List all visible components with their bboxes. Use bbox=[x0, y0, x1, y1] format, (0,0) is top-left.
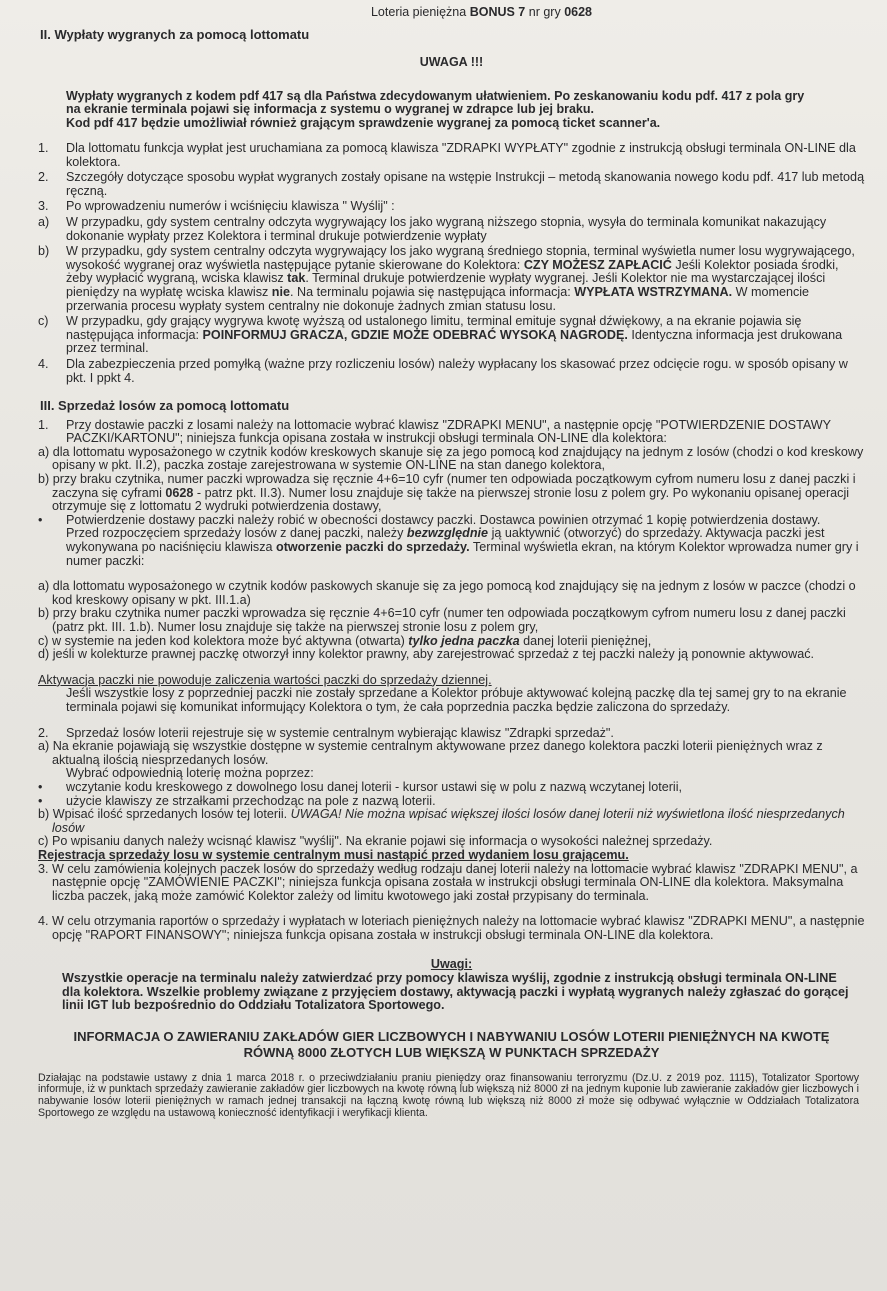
section-3-title: III. Sprzedaż losów za pomocą lottomatu bbox=[40, 398, 290, 414]
sub-item-d2: d) jeśli w kolekturze prawnej paczkę otworzył inny kolektor prawny, aby zarejestrować sprzedaż z tej paczki należy ją ponownie aktywować. bbox=[38, 647, 815, 662]
section-2-title: II. Wypłaty wygranych za pomocą lottomatu bbox=[40, 26, 310, 42]
list-item-3: 3. W celu zamówienia kolejnych paczek losów do sprzedaży według rodzaju danej loterii należy na lottomacie wybrać klawisz "ZDRAPKI MENU", a następnie opcję "ZAMÓWIENIE PACZKI"; niniejsza funkcja opisana została w instrukcji obsługi terminala ON-LINE dla kolektora. Maksymalna liczba paczek, jaką może zamówić Kolektor zależy od limitu kwotowego jaki został przypisany do terminala. bbox=[38, 861, 858, 903]
item-text: Po wprowadzeniu numerów i wciśnięciu klawisza " Wyślij" : bbox=[66, 199, 395, 214]
list-item bbox=[38, 727, 865, 741]
uwagi-title: Uwagi: bbox=[430, 957, 473, 972]
uwaga-line-3: Kod pdf 417 będzie umożliwiał również grającym sprawdzenie wygranej za pomocą ticket scanner'a. bbox=[66, 115, 661, 130]
list-item bbox=[38, 142, 865, 169]
item-text: W przypadku, gdy system centralny odczyta wygrywający los jako wygraną niższego stopnia, wysyła do terminala komunikat nakazujący dokonanie wypłaty przez Kolektora i terminal drukuje potwierdzenie wypłaty bbox=[66, 214, 827, 243]
item-number: 1. bbox=[38, 417, 49, 432]
item-text: W przypadku, gdy grający wygrywa kwotę wyższą od ustalonego limitu, terminal emituje sygnał dźwiękowy, a na ekranie pojawia się następująca informacja: POINFORMUJ GRACZA, GDZIE MOŻE ODEBRAĆ WYSOKĄ NAGRODĘ. Identyczna informacja jest drukowana przez terminal. bbox=[66, 314, 843, 356]
item-number: 3. bbox=[38, 199, 49, 214]
sub-item-b2: b) przy braku czytnika numer paczki wprowadza się ręcznie 4+6=10 cyfr (numer ten odpowiada początkowym cyfrom numeru losu z danej paczki (patrz pkt. III. 1.b). Numer losu znajduje się także na pierwszej stronie losu z polem gry, bbox=[38, 606, 846, 634]
bullet-icon: • bbox=[38, 512, 43, 527]
bullet-icon: • bbox=[38, 779, 43, 794]
sub-item-b bbox=[38, 245, 865, 313]
item-letter: a) bbox=[38, 214, 50, 229]
choose-lottery-text: Wybrać odpowiednią loterię można poprzez: bbox=[66, 766, 314, 781]
item-text: W przypadku, gdy system centralny odczyta wygrywający los jako wygraną średniego stopnia, terminal wyświetla numer losu wygrywającego, wysokość wygranej oraz wyświetla następujące pytanie skierowane do Kolektora: CZY MOŻESZ ZAPŁACIĆ Jeśli Kolektor posiada środki, żeby wypłacić wygraną, wciska klawisz tak. Terminal drukuje potwierdzenie wypłaty wygranej. Jeśli Kolektor nie ma wystarczającej ilości pieniędzy na wypłatę wciska klawisz nie. Na terminalu pojawia się następująca informacja: WYPŁATA WSTRZYMANA. W momencie przerwania procesu wypłaty system centralny nie dokonuje żadnych zmian statusu losu. bbox=[66, 244, 855, 313]
uwaga-title: UWAGA !!! bbox=[419, 55, 484, 70]
sub-item-2b: b) Wpisać ilość sprzedanych losów tej loterii. UWAGA! Nie można wpisać większej ilości losów danej loterii niż wyświetlona ilość niesprzedanych losów bbox=[38, 807, 845, 835]
item-letter: c) bbox=[38, 314, 49, 329]
bullet-icon: • bbox=[38, 793, 43, 808]
bullet-item: • wczytanie kodu kreskowego z dowolnego losu danej loterii - kursor ustawi się w polu z nazwą wczytanej loterii, bbox=[38, 779, 682, 794]
sub-item-2a: a) Na ekranie pojawiają się wszystkie dostępne w systemie centralnym aktywowane przez danego kolektora paczki loterii pieniężnych wraz z aktualną ilością niesprzedanych losów. bbox=[38, 739, 823, 767]
list-item-4: 4. W celu otrzymania raportów o sprzedaży i wypłatach w loteriach pieniężnych należy na lottomacie wybrać klawisz "ZDRAPKI MENU", a następnie opcję "RAPORT FINANSOWY"; niniejsza funkcja opisana została w instrukcji obsługi terminala ON-LINE dla kolektora. bbox=[38, 914, 865, 942]
section-2-list bbox=[38, 142, 865, 385]
activation-instruction: Przed rozpoczęciem sprzedaży losów z danej paczki, należy bezwzględnie ją uaktywnić (otworzyć) do sprzedaży. Aktywacja paczki jest wykonywana po naciśnięciu klawisza otworzenie paczki do sprzedaży. Terminal wyświetla ekran, na którym Kolektor wprowadza numer gry i numer paczki: bbox=[66, 526, 859, 568]
section-3-list bbox=[38, 419, 865, 943]
activation-note-title: Aktywacja paczki nie powoduje zaliczenia wartości paczki do sprzedaży dziennej. bbox=[38, 672, 492, 687]
sub-item-a1: a) dla lottomatu wyposażonego w czytnik kodów kreskowych skanuje się za jego pomocą kod znajdujący na jednym z losów (chodzi o kod kreskowy opisany w pkt. II.2), paczka zostaje zarejestrowana w systemie ON-LINE na stan danego kolektora, bbox=[38, 444, 864, 473]
question-text: CZY MOŻESZ ZAPŁACIĆ bbox=[523, 257, 672, 272]
uwaga-line-1: Wypłaty wygranych z kodem pdf 417 są dla Państwa zdecydowanym ułatwieniem. Po zeskanowaniu kodu pdf. 417 z pola gry bbox=[66, 88, 805, 103]
sub-item-2c: c) Po wpisaniu danych należy wcisnąć klawisz "wyślij". Na ekranie pojawi się informacja o wysokości należnej sprzedaży. bbox=[38, 834, 713, 849]
uwaga-line-2: na ekranie terminala pojawi się informacja z systemu o wygranej w zdrapce lub jej braku. bbox=[66, 102, 594, 117]
page-header bbox=[98, 6, 865, 20]
sub-item-c2: c) w systemie na jeden kod kolektora może być aktywna (otwarta) tylko jedna paczka danej loterii pieniężnej, bbox=[38, 633, 652, 648]
item-text: Dla lottomatu funkcja wypłat jest uruchamiana za pomocą klawisza "ZDRAPKI WYPŁATY" zgodnie z instrukcją obsługi terminala ON-LINE dla kolektora. bbox=[66, 141, 856, 169]
header-prefix: Loteria pieniężna bbox=[370, 5, 467, 19]
item-number: 2. bbox=[38, 725, 49, 740]
sub-item-a2: a) dla lottomatu wyposażonego w czytnik kodów paskowych skanuje się za jego pomocą kod znajdujący się na jednym z losów w paczce (chodzi o kod kreskowy opisany w pkt. III.1.a) bbox=[38, 579, 856, 607]
header-game-number: 0628 bbox=[564, 5, 592, 19]
item-number: 4. bbox=[38, 356, 49, 371]
sub-item-a bbox=[38, 216, 865, 243]
inform-player-text: POINFORMUJ GRACZA, GDZIE MOŻE ODEBRAĆ WYSOKĄ NAGRODĘ. bbox=[202, 327, 628, 342]
list-item bbox=[38, 419, 865, 446]
uwagi-text: Wszystkie operacje na terminalu należy zatwierdzać przy pomocy klawisza wyślij, zgodnie z instrukcją obsługi terminala ON-LINE dla kolektora. Wszelkie problemy związane z przyjęciem dostawy, aktywacją paczki i wypłatą wygranych należy zgłaszać do gorącej linii IGT lub bezpośrednio do Oddziału Totalizatora Sportowego. bbox=[62, 971, 849, 1013]
payout-stopped-text: WYPŁATA WSTRZYMANA. bbox=[574, 284, 733, 299]
activation-note-text: Jeśli wszystkie losy z poprzedniej paczki nie zostały sprzedane a Kolektor próbuje aktywować kolejną paczkę dla tej samej gry to na ekranie terminala pojawi się komunikat informujący Kolektora o tym, że cała poprzednia paczka będzie zaliczona do sprzedaży. bbox=[66, 686, 847, 714]
list-item bbox=[38, 358, 865, 385]
item-letter: b) bbox=[38, 244, 50, 259]
item-text: Przy dostawie paczki z losami należy na lottomacie wybrać klawisz "ZDRAPKI MENU", a następnie opcję "POTWIERDZENIE DOSTAWY PACZKI/KARTONU"; niniejsza funkcja opisana została w instrukcji obsługi terminala ON-LINE dla kolektora: bbox=[66, 417, 831, 446]
uwaga-paragraph bbox=[66, 90, 865, 130]
item-number: 2. bbox=[38, 170, 49, 185]
bullet-item: • użycie klawiszy ze strzałkami przechodząc na pole z nazwą loterii. bbox=[38, 793, 436, 808]
info-heading: INFORMACJA O ZAWIERANIU ZAKŁADÓW GIER LICZBOWYCH I NABYWANIU LOSÓW LOTERII PIENIĘŻNYCH NA KWOTĘ RÓWNĄ 8000 ZŁOTYCH LUB WIĘKSZĄ W PUNKTACH SPRZEDAŻY bbox=[73, 1028, 830, 1060]
bullet-item: • Potwierdzenie dostawy paczki należy robić w obecności dostawcy paczki. Dostawca powinien otrzymać 1 kopię potwierdzenia dostawy. Przed rozpoczęciem sprzedaży losów z danej paczki, należy bezwzględnie ją uaktywnić (otworzyć) do sprzedaży. Aktywacja paczki jest wykonywana po naciśnięciu klawisza otworzenie paczki do sprzedaży. Terminal wyświetla ekran, na którym Kolektor wprowadza numer gry i numer paczki: bbox=[38, 514, 865, 568]
list-item bbox=[38, 200, 865, 214]
item-text: Dla zabezpieczenia przed pomyłką (ważne przy rozliczeniu losów) należy wypłacany los skasować przez odcięcie rogu. w sposób opisany w pkt. I ppkt 4. bbox=[66, 356, 848, 385]
item-text: Sprzedaż losów loterii rejestruje się w systemie centralnym wybierając klawisz "Zdrapki sprzedaż". bbox=[66, 725, 614, 740]
registration-note: Rejestracja sprzedaży losu w systemie centralnym musi nastąpić przed wydaniem losu grającemu. bbox=[38, 847, 629, 862]
list-item bbox=[38, 171, 865, 198]
legal-notice: Działając na podstawie ustawy z dnia 1 marca 2018 r. o przeciwdziałaniu praniu pieniędzy oraz finansowaniu terroryzmu (Dz.U. z 2019 poz. 1115), Totalizator Sportowy informuje, iż w punktach sprzedaży zawieranie zakładów gier liczbowych na kwotę równą lub większą niż 8000 zł na jednym kuponie lub zawieranie zakładów gier liczbowych i nabywanie losów loterii pieniężnych w ramach jednej transakcji na łączną kwotę równą lub większą niż 8000 zł może się odbywać wyłącznie w Oddziałach Totalizatora Sportowego ze względu na ustawową konieczność identyfikacji i weryfikacji klienta. bbox=[38, 1071, 859, 1119]
sub-item-c bbox=[38, 315, 865, 356]
item-number: 1. bbox=[38, 141, 49, 155]
sub-item-b1: b) przy braku czytnika, numer paczki wprowadza się ręcznie 4+6=10 cyfr (numer ten odpowiada początkowym cyfrom numeru losu z danej paczki i zaczyna się cyframi 0628 - patrz pkt. II.3). Numer losu znajduje się także na pierwszej stronie losu z polem gry. Po wykonaniu opisanej operacji otrzymuje się z lottomatu 2 wydruki potwierdzenia dostawy, bbox=[38, 472, 856, 514]
header-title: BONUS 7 bbox=[469, 5, 526, 19]
header-suffix: nr gry bbox=[528, 5, 561, 19]
item-text: Szczegóły dotyczące sposobu wypłat wygranych zostały opisane na wstępie Instrukcji – metodą skanowania nowego kodu pdf. 417 lub metodą ręczną. bbox=[66, 170, 865, 198]
